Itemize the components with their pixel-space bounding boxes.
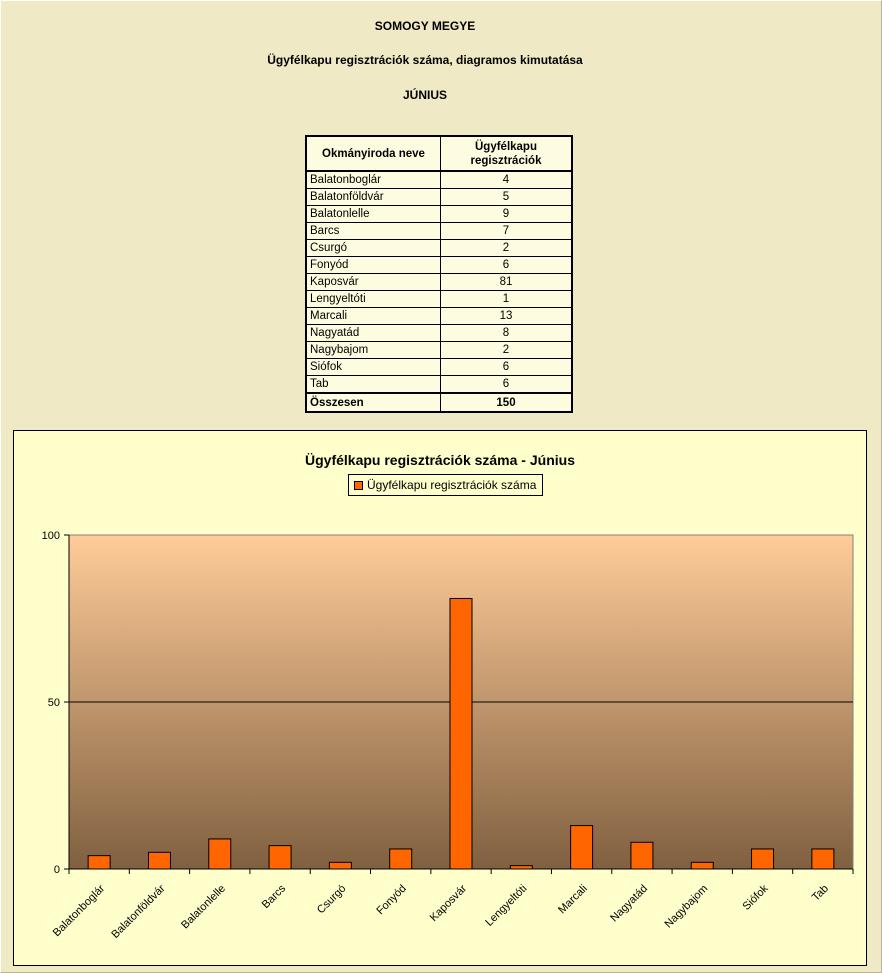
bar (752, 849, 774, 869)
registrations-cell: 6 (441, 359, 573, 376)
x-tick-label: Tab (809, 882, 831, 904)
office-name-cell: Balatonföldvár (306, 189, 441, 206)
registrations-cell: 7 (441, 223, 573, 240)
chart-title: Ügyfélkapu regisztrációk száma - Június (305, 452, 575, 468)
table-row (306, 376, 572, 394)
x-tick-label: Balatonlelle (179, 882, 228, 932)
table-row (306, 342, 572, 359)
table-row (306, 359, 572, 376)
table-row (306, 240, 572, 257)
bar (691, 862, 713, 869)
bar (209, 839, 231, 869)
x-tick-label: Balatonföldvár (109, 882, 168, 941)
x-tick-label: Lengyeltóti (483, 882, 530, 929)
y-tick-label: 50 (47, 697, 60, 709)
registrations-cell: 1 (441, 291, 573, 308)
y-tick-label: 100 (41, 530, 60, 542)
bar (450, 598, 472, 869)
x-tick-label: Siófok (740, 882, 771, 913)
x-tick-label: Marcali (556, 882, 590, 917)
bar (812, 849, 834, 869)
registrations-cell: 2 (441, 240, 573, 257)
report-subtitle: Ügyfélkapu regisztrációk száma, diagramos kimutatása (267, 53, 583, 67)
office-name-cell: Balatonlelle (306, 206, 441, 223)
x-tick-label: Balatonboglár (50, 882, 108, 940)
total-label: Összesen (306, 393, 441, 412)
bar-chart-svg (14, 431, 866, 965)
registrations-cell: 81 (441, 274, 573, 291)
bar (390, 849, 412, 869)
bar (88, 856, 110, 869)
office-name-cell: Siófok (306, 359, 441, 376)
col-header-office: Okmányiroda neve (306, 136, 441, 171)
office-name-cell: Lengyeltóti (306, 291, 441, 308)
registrations-cell: 13 (441, 308, 573, 325)
registrations-cell: 5 (441, 189, 573, 206)
table-row (306, 291, 572, 308)
x-tick-label: Fonyód (374, 882, 409, 918)
table-row (306, 325, 572, 342)
registrations-cell: 6 (441, 257, 573, 274)
office-name-cell: Barcs (306, 223, 441, 240)
chart-area (13, 430, 867, 966)
bar (148, 852, 170, 869)
table-row (306, 308, 572, 325)
legend-label: Ügyfélkapu regisztrációk száma (367, 478, 537, 492)
county-title: SOMOGY MEGYE (374, 19, 476, 33)
office-name-cell: Marcali (306, 308, 441, 325)
x-tick-label: Nagyatád (608, 882, 651, 925)
table-row (306, 206, 572, 223)
table-body (306, 171, 572, 393)
registrations-cell: 4 (441, 171, 573, 189)
office-name-cell: Tab (306, 376, 441, 394)
registrations-cell: 9 (441, 206, 573, 223)
x-tick-label: Kaposvár (427, 882, 470, 924)
table-row (306, 223, 572, 240)
registrations-cell: 2 (441, 342, 573, 359)
month-title: JÚNIUS (402, 88, 447, 102)
bar (631, 842, 653, 869)
registrations-cell: 8 (441, 325, 573, 342)
x-tick-label: Csurgó (314, 882, 349, 917)
office-name-cell: Balatonboglár (306, 171, 441, 189)
col-header-registrations-label: Ügyfélkapu regisztrációk (470, 140, 542, 167)
registrations-cell: 6 (441, 376, 573, 394)
office-name-cell: Csurgó (306, 240, 441, 257)
bar (571, 826, 593, 869)
y-tick-label: 0 (53, 864, 60, 876)
table-row (306, 189, 572, 206)
total-value: 150 (441, 393, 573, 412)
office-name-cell: Nagyatád (306, 325, 441, 342)
table-row (306, 274, 572, 291)
office-name-cell: Fonyód (306, 257, 441, 274)
bar (510, 866, 532, 869)
total-row (306, 393, 572, 412)
bar (329, 862, 351, 869)
x-tick-label: Barcs (259, 882, 289, 912)
office-name-cell: Nagybajom (306, 342, 441, 359)
bar (269, 846, 291, 869)
col-header-registrations (441, 136, 573, 171)
office-name-cell: Kaposvár (306, 274, 441, 291)
table-row (306, 171, 572, 189)
x-tick-label: Nagybajom (662, 882, 711, 931)
registrations-table (305, 135, 573, 413)
table-row (306, 257, 572, 274)
